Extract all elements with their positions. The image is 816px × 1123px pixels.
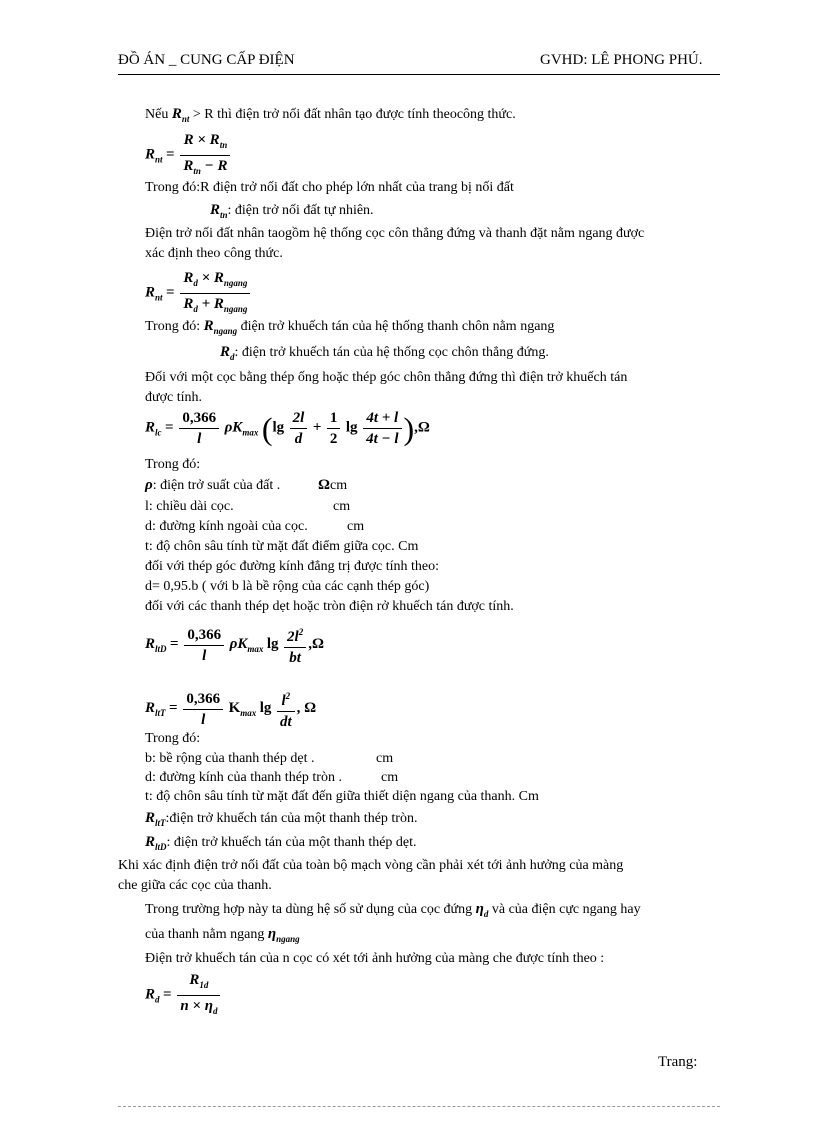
- def-b-unit: cm: [376, 751, 394, 766]
- footer-page-label: Trang:: [658, 1054, 698, 1070]
- text-where-rd: $R_d$: điện trở khuếch tán của hệ thống cọc chôn thẳng đứng.: [220, 344, 549, 362]
- header-rule: [118, 74, 720, 75]
- def-l-unit: cm: [333, 499, 351, 514]
- text-where-r: Trong đó:R điện trở nối đất cho phép lớn nhất của trang bị nối đất: [145, 180, 514, 195]
- def-d: d: đường kính ngoài của cọc.: [145, 519, 308, 534]
- def-t-bar: t: độ chôn sâu tính từ mặt đất đến giữa thiết diện ngang của thanh. Cm: [145, 789, 539, 804]
- def-rltt: $R_{ltT}:điện$ trở khuếch tán của một thanh thép tròn.: [145, 810, 418, 828]
- text-where-1: Trong đó:: [145, 457, 201, 472]
- text-artificial-earth: Điện trở nối đất nhân taogồm hệ thống cọc côn thẳng đứng và thanh đặt nằm ngang được: [145, 226, 645, 241]
- footer-rule: [118, 1106, 720, 1107]
- def-b: b: bề rộng của thanh thép dẹt .: [145, 751, 315, 766]
- text-calculated: được tính.: [145, 390, 202, 405]
- text-determined-by: xác định theo công thức.: [145, 246, 283, 261]
- text-where-rtn: $R_{tn}$: điện trở nối đất tự nhiên.: [210, 202, 374, 220]
- text-shielding: che giữa các cọc của thanh.: [118, 878, 272, 893]
- formula-rlc: $R_{lc}$ = $\frac{0,366}{l}$ $\rho K_{max}$ (lg $\frac{2l}{d}$ + $\frac{1}{2}$ lg $\frac{4t + l}{4t - l}$ ),Ω: [145, 410, 430, 447]
- formula-rltd: $R_{ltD}$ = $\frac{0,366}{l}$ $\rho K_{max}$ lg $\frac{2l^2}{bt}$ ,Ω: [145, 622, 324, 668]
- def-d-round: d: đường kính của thanh thép tròn .: [145, 770, 342, 785]
- formula-rltt: $R_{ltT}$ = $\frac{0,366}{l}$ $K_{max}$ lg $\frac{l^2}{dt}$ , Ω: [145, 686, 316, 732]
- def-rho: ρ: điện trở suất của đất .: [145, 477, 281, 493]
- def-rho-unit: Ωcm: [318, 477, 348, 493]
- text-angle-steel: đối với thép góc đường kính đẳng trị được tính theo:: [145, 559, 440, 574]
- formula-rnt-parallel: $R_{nt}$ = $\frac{R \times R_{tn}}{R_{tn} - R}$: [145, 130, 232, 181]
- header-title: ĐỒ ÁN _ CUNG CẤP ĐIỆN: [118, 52, 295, 68]
- def-d-round-unit: cm: [381, 770, 399, 785]
- paragraph-condition: Nếu $R_{nt} > R$ thì điện trở nối đất nhân tạo được tính theocông thức.: [145, 106, 516, 124]
- text-horizontal-bar: của thanh nằm ngang $\eta_{ngang}$: [145, 926, 300, 944]
- text-utilization-factor: Trong trường hợp này ta dùng hệ số sử dụng của cọc đứng $\eta_d$ và của điện cực ngang hay: [145, 901, 641, 919]
- def-l: l: chiều dài cọc.: [145, 499, 234, 514]
- def-d-unit: cm: [347, 519, 365, 534]
- text-single-rod: Đối với một cọc bằng thép ống hoặc thép góc chôn thẳng đứng thì điện trở khuếch tán: [145, 370, 628, 385]
- def-rltd: $R_{ltD}$: điện trở khuếch tán của một thanh thép dẹt.: [145, 834, 417, 852]
- header-instructor: GVHD: LÊ PHONG PHÚ.: [540, 52, 703, 68]
- text-d-equivalent: d= 0,95.b ( với b là bề rộng của các cạnh thép góc): [145, 579, 430, 594]
- text-where-2: Trong đó:: [145, 731, 201, 746]
- text-n-rods: Điện trở khuếch tán của n cọc có xét tới ảnh hưởng của màng che được tính theo :: [145, 951, 605, 966]
- formula-rnt-combined: $R_{nt}$ = $\frac{R_d \times R_{ngang}}{R_d + R_{ngang}}$: [145, 268, 252, 319]
- text-ring-circuit: Khi xác định điện trở nối đất của toàn bộ mạch vòng cần phải xét tới ảnh hưởng của màng: [118, 858, 624, 873]
- formula-rd: $R_d$ = $\frac{R_{1d}}{n \times \eta_d}$: [145, 970, 222, 1021]
- text-where-rngang: Trong đó: $R_{ngang}$ điện trở khuếch tán của hệ thống thanh chôn nằm ngang: [145, 318, 555, 336]
- text-flat-bars: đối với các thanh thép dẹt hoặc tròn điện rở khuếch tán được tính.: [145, 599, 514, 614]
- def-t: t: độ chôn sâu tính từ mặt đất điểm giữa cọc. Cm: [145, 539, 419, 554]
